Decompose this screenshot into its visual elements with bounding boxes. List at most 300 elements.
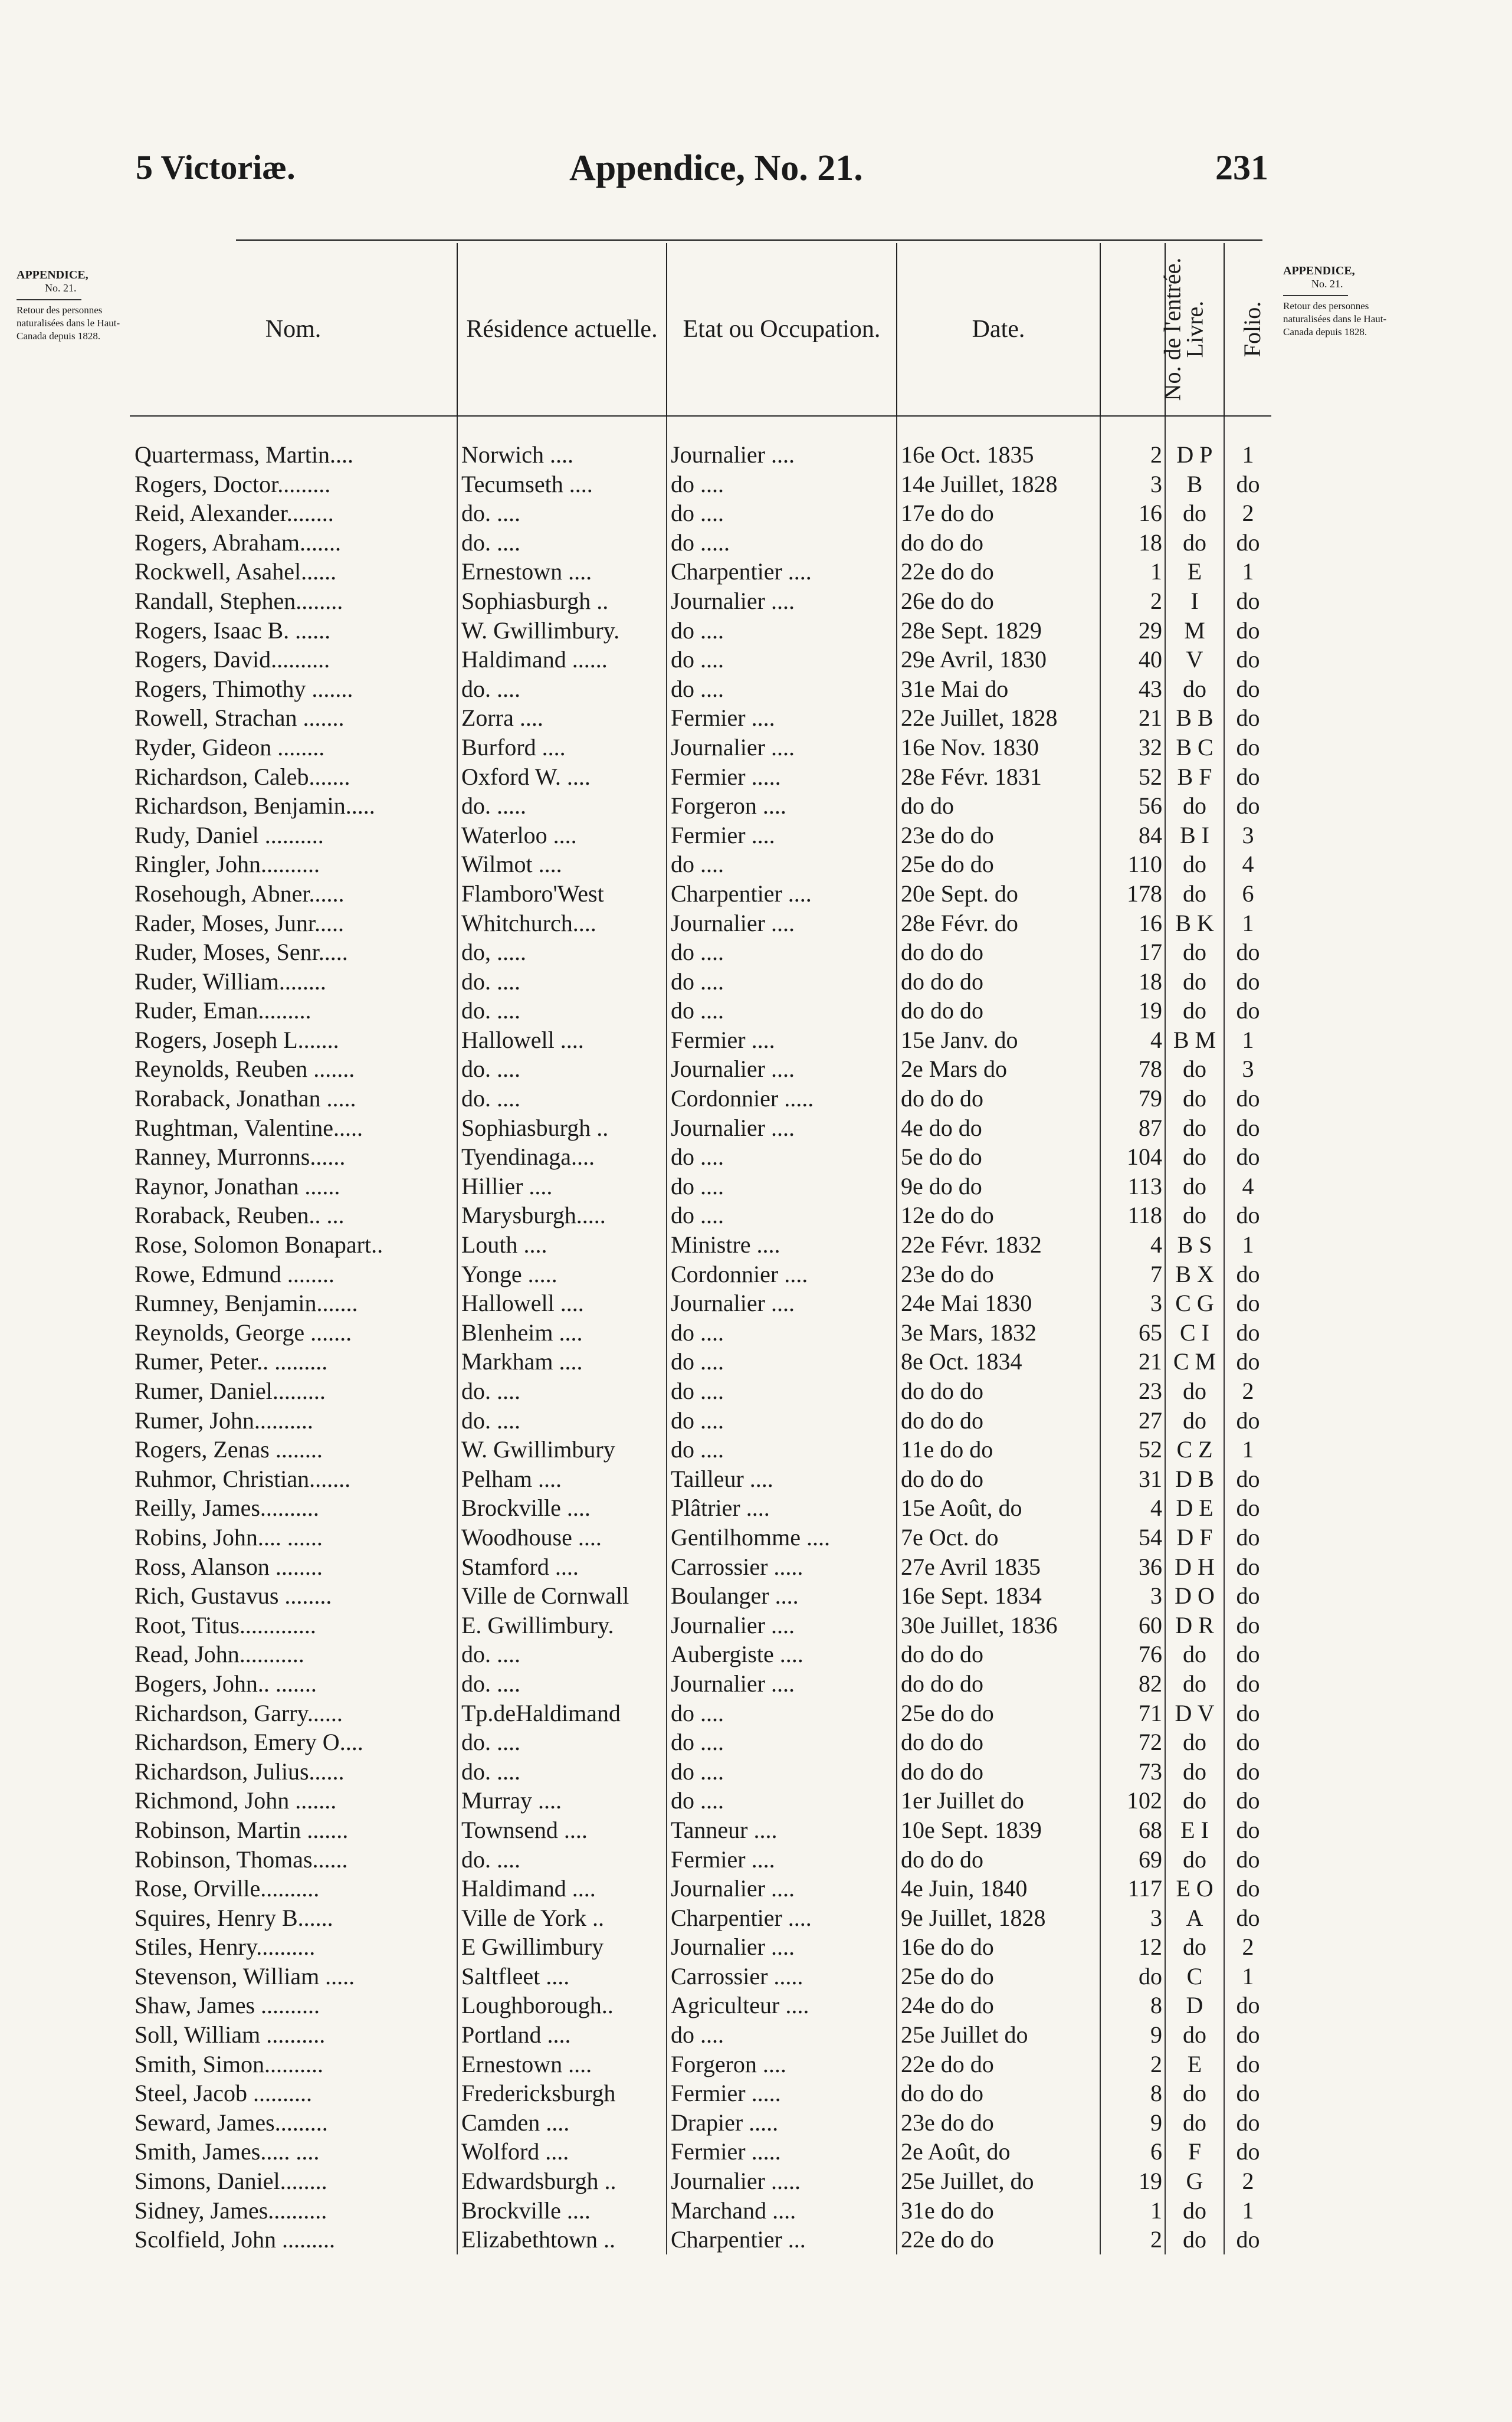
table-row	[130, 1113, 1271, 1143]
entry-book: F	[1165, 2137, 1224, 2167]
table-row	[130, 1903, 1271, 1933]
table-row	[130, 674, 1271, 704]
entry-date: do do do	[897, 967, 1100, 997]
entry-folio: do	[1224, 1084, 1271, 1113]
entry-folio: 1	[1224, 1230, 1271, 1260]
entry-date: 16e Nov. 1830	[897, 733, 1100, 762]
entry-residence: Yonge .....	[457, 1260, 667, 1289]
entry-number: 72	[1100, 1728, 1165, 1757]
table-row	[130, 1084, 1271, 1113]
entry-residence: do. ....	[457, 1376, 667, 1406]
table-row	[130, 1669, 1271, 1699]
entry-number: 117	[1100, 1874, 1165, 1903]
entry-name: Rogers, David..........	[135, 646, 330, 673]
entry-residence: Zorra ....	[457, 703, 667, 733]
entry-name: Reilly, James..........	[135, 1495, 319, 1522]
entry-folio: do	[1224, 528, 1271, 558]
column-header-date: Date.	[897, 243, 1100, 416]
entry-folio: do	[1224, 1142, 1271, 1172]
entry-occupation: Carrossier .....	[667, 1552, 897, 1582]
entry-name: Rogers, Thimothy .......	[135, 675, 353, 702]
entry-folio: do	[1224, 1523, 1271, 1552]
entry-occupation: Journalier ....	[667, 1669, 897, 1699]
entry-folio: do	[1224, 2050, 1271, 2079]
table-row	[130, 1640, 1271, 1669]
entry-occupation: do ....	[667, 645, 897, 674]
entry-book: D R	[1165, 1611, 1224, 1640]
entry-residence: Tecumseth ....	[457, 470, 667, 499]
entry-occupation: do ....	[667, 1347, 897, 1376]
margin-note-title: APPENDICE,	[1283, 264, 1355, 277]
entry-residence: Ernestown ....	[457, 2050, 667, 2079]
entry-name: Richardson, Caleb.......	[135, 763, 350, 790]
entry-occupation: Fermier .....	[667, 2079, 897, 2108]
entry-occupation: Plâtrier ....	[667, 1493, 897, 1523]
entry-date: 28e Févr. 1831	[897, 762, 1100, 792]
entry-date: 24e Mai 1830	[897, 1289, 1100, 1318]
entry-folio: do	[1224, 1699, 1271, 1728]
table-row	[130, 791, 1271, 821]
entry-book: do	[1165, 1201, 1224, 1230]
entry-date: 3e Mars, 1832	[897, 1318, 1100, 1348]
table-row	[130, 2137, 1271, 2167]
entry-book: A	[1165, 1903, 1224, 1933]
entry-name: Ruhmor, Christian.......	[135, 1465, 351, 1492]
entry-occupation: do ....	[667, 1201, 897, 1230]
entry-date: do do do	[897, 1728, 1100, 1757]
entry-date: 26e do do	[897, 586, 1100, 616]
entry-name: Richmond, John .......	[135, 1787, 337, 1814]
entry-book: C	[1165, 1962, 1224, 1991]
entry-date: 28e Sept. 1829	[897, 616, 1100, 645]
entry-book: do	[1165, 1172, 1224, 1201]
entry-book: E I	[1165, 1815, 1224, 1845]
entry-residence: Oxford W. ....	[457, 762, 667, 792]
entry-number: 2	[1100, 440, 1165, 470]
entry-occupation: do .....	[667, 528, 897, 558]
entry-date: 22e Juillet, 1828	[897, 703, 1100, 733]
entry-folio: do	[1224, 1815, 1271, 1845]
entry-folio: do	[1224, 2108, 1271, 2138]
entry-date: 5e do do	[897, 1142, 1100, 1172]
table-row	[130, 1142, 1271, 1172]
entry-book: do	[1165, 2079, 1224, 2108]
entry-date: 27e Avril 1835	[897, 1552, 1100, 1582]
entry-occupation: Aubergiste ....	[667, 1640, 897, 1669]
table-row	[130, 1699, 1271, 1728]
entry-number: 110	[1100, 850, 1165, 879]
table-row	[130, 1260, 1271, 1289]
entry-date: 16e Oct. 1835	[897, 440, 1100, 470]
table-row	[130, 2020, 1271, 2050]
table-row	[130, 1054, 1271, 1084]
entry-occupation: do ....	[667, 938, 897, 967]
entry-number: 17	[1100, 938, 1165, 967]
entry-occupation: Journalier ....	[667, 733, 897, 762]
table-row	[130, 821, 1271, 850]
entry-number: 3	[1100, 1903, 1165, 1933]
entry-book: D B	[1165, 1464, 1224, 1494]
entry-folio: do	[1224, 2225, 1271, 2254]
entry-residence: Ernestown ....	[457, 557, 667, 586]
entry-date: do do do	[897, 528, 1100, 558]
entry-number: 73	[1100, 1757, 1165, 1787]
entry-number: 8	[1100, 2079, 1165, 2108]
table-row	[130, 1464, 1271, 1494]
entry-number: 36	[1100, 1552, 1165, 1582]
entry-number: 12	[1100, 1932, 1165, 1962]
entry-occupation: Charpentier ....	[667, 557, 897, 586]
entry-book: B K	[1165, 909, 1224, 938]
margin-note-number: No. 21.	[1311, 278, 1343, 290]
right-margin-note	[1283, 264, 1389, 339]
entry-number: 65	[1100, 1318, 1165, 1348]
entry-name: Ringler, John..........	[135, 851, 320, 878]
entry-date: 22e do do	[897, 2050, 1100, 2079]
table-row	[130, 1201, 1271, 1230]
entry-occupation: Drapier .....	[667, 2108, 897, 2138]
margin-note-rule	[1283, 295, 1348, 296]
register-rows	[130, 416, 1271, 2254]
entry-name: Soll, William ..........	[135, 2021, 326, 2049]
table-row	[130, 1815, 1271, 1845]
entry-occupation: do ....	[667, 967, 897, 997]
entry-residence: Norwich ....	[457, 440, 667, 470]
left-margin-note	[17, 268, 129, 343]
entry-folio: do	[1224, 996, 1271, 1025]
table-row	[130, 1376, 1271, 1406]
entry-occupation: Carrossier .....	[667, 1962, 897, 1991]
entry-number: 71	[1100, 1699, 1165, 1728]
entry-folio: do	[1224, 1552, 1271, 1582]
table-row	[130, 850, 1271, 879]
table-row	[130, 879, 1271, 909]
entry-book: B F	[1165, 762, 1224, 792]
entry-occupation: Fermier ....	[667, 1025, 897, 1055]
table-row	[130, 616, 1271, 645]
entry-date: 14e Juillet, 1828	[897, 470, 1100, 499]
entry-folio: do	[1224, 1260, 1271, 1289]
page-number: 231	[1215, 148, 1268, 187]
entry-residence: Markham ....	[457, 1347, 667, 1376]
entry-date: 23e do do	[897, 1260, 1100, 1289]
entry-date: 25e Juillet, do	[897, 2167, 1100, 2196]
entry-date: 17e do do	[897, 499, 1100, 528]
entry-name: Rogers, Isaac B. ......	[135, 617, 331, 644]
entry-folio: do	[1224, 616, 1271, 645]
entry-residence: Tyendinaga....	[457, 1142, 667, 1172]
spacer-cell	[457, 416, 667, 440]
entry-folio: 2	[1224, 1376, 1271, 1406]
table-row	[130, 2225, 1271, 2254]
entry-folio: do	[1224, 1347, 1271, 1376]
entry-name: Steel, Jacob ..........	[135, 2080, 313, 2107]
entry-book: do	[1165, 1757, 1224, 1787]
entry-folio: do	[1224, 967, 1271, 997]
entry-name: Bogers, John.. .......	[135, 1670, 317, 1697]
entry-residence: Saltfleet ....	[457, 1962, 667, 1991]
entry-residence: do. ....	[457, 499, 667, 528]
entry-residence: Haldimand ....	[457, 1874, 667, 1903]
entry-occupation: do ....	[667, 674, 897, 704]
entry-occupation: Tailleur ....	[667, 1464, 897, 1494]
entry-book: do	[1165, 1932, 1224, 1962]
entry-date: 1er Juillet do	[897, 1786, 1100, 1815]
entry-residence: Elizabethtown ..	[457, 2225, 667, 2254]
entry-book: do	[1165, 938, 1224, 967]
entry-folio: do	[1224, 1289, 1271, 1318]
entry-name: Roraback, Reuben.. ...	[135, 1202, 345, 1229]
column-header-no-text: No. de l'entrée.	[1159, 257, 1186, 401]
entry-book: E	[1165, 557, 1224, 586]
table-row	[130, 762, 1271, 792]
entry-date: do do do	[897, 2079, 1100, 2108]
entry-occupation: Fermier .....	[667, 2137, 897, 2167]
table-row	[130, 733, 1271, 762]
table-row	[130, 2079, 1271, 2108]
entry-residence: E. Gwillimbury.	[457, 1611, 667, 1640]
entry-number: 18	[1100, 967, 1165, 997]
entry-name: Rosehough, Abner......	[135, 880, 345, 907]
entry-occupation: Journalier ....	[667, 1289, 897, 1318]
entry-book: do	[1165, 879, 1224, 909]
entry-date: 12e do do	[897, 1201, 1100, 1230]
column-header-residence: Résidence actuelle.	[457, 243, 667, 416]
entry-occupation: Journalier ....	[667, 1932, 897, 1962]
table-row	[130, 1318, 1271, 1348]
entry-occupation: Agriculteur ....	[667, 1991, 897, 2020]
entry-folio: do	[1224, 1728, 1271, 1757]
entry-residence: Townsend ....	[457, 1815, 667, 1845]
entry-residence: Brockville ....	[457, 2196, 667, 2226]
entry-name: Stevenson, William .....	[135, 1962, 355, 1990]
entry-date: do do do	[897, 996, 1100, 1025]
entry-book: do	[1165, 967, 1224, 997]
entry-folio: 3	[1224, 821, 1271, 850]
entry-occupation: do ....	[667, 1728, 897, 1757]
column-header-etat: Etat ou Occupation.	[667, 243, 897, 416]
entry-number: 32	[1100, 733, 1165, 762]
entry-number: 7	[1100, 1260, 1165, 1289]
entry-occupation: Journalier ....	[667, 1054, 897, 1084]
entry-name: Robinson, Martin .......	[135, 1816, 349, 1843]
entry-occupation: do ....	[667, 1142, 897, 1172]
entry-name: Rogers, Abraham.......	[135, 529, 341, 556]
entry-residence: Ville de York ..	[457, 1903, 667, 1933]
entry-folio: 4	[1224, 1172, 1271, 1201]
entry-book: do	[1165, 2108, 1224, 2138]
entry-name: Scolfield, John .........	[135, 2226, 335, 2253]
entry-book: B I	[1165, 821, 1224, 850]
entry-date: do do do	[897, 1464, 1100, 1494]
entry-name: Reynolds, Reuben .......	[135, 1056, 355, 1083]
entry-name: Raynor, Jonathan ......	[135, 1172, 340, 1199]
entry-date: 25e do do	[897, 1962, 1100, 1991]
table-top-rule	[236, 239, 1262, 241]
entry-folio: do	[1224, 703, 1271, 733]
entry-residence: Ville de Cornwall	[457, 1581, 667, 1611]
entry-number: 40	[1100, 645, 1165, 674]
entry-book: do	[1165, 1669, 1224, 1699]
entry-occupation: Gentilhomme ....	[667, 1523, 897, 1552]
entry-residence: E Gwillimbury	[457, 1932, 667, 1962]
entry-date: do do do	[897, 1669, 1100, 1699]
spacer-cell	[667, 416, 897, 440]
table-row	[130, 499, 1271, 528]
entry-book: do	[1165, 1376, 1224, 1406]
entry-folio: 1	[1224, 1025, 1271, 1055]
entry-folio: do	[1224, 2020, 1271, 2050]
entry-book: do	[1165, 528, 1224, 558]
entry-residence: Burford ....	[457, 733, 667, 762]
entry-residence: Brockville ....	[457, 1493, 667, 1523]
entry-residence: Whitchurch....	[457, 909, 667, 938]
entry-residence: Camden ....	[457, 2108, 667, 2138]
entry-occupation: do ....	[667, 1318, 897, 1348]
entry-number: 3	[1100, 1289, 1165, 1318]
entry-folio: do	[1224, 791, 1271, 821]
entry-name: Quartermass, Martin....	[135, 441, 354, 468]
entry-number: 3	[1100, 470, 1165, 499]
entry-folio: do	[1224, 2079, 1271, 2108]
column-header-no	[1100, 243, 1186, 416]
entry-occupation: do ....	[667, 1406, 897, 1435]
entry-book: do	[1165, 1845, 1224, 1874]
spacer-cell	[897, 416, 1100, 440]
entry-name: Robins, John.... ......	[135, 1523, 323, 1551]
entry-book: B S	[1165, 1230, 1224, 1260]
entry-occupation: do ....	[667, 1376, 897, 1406]
entry-residence: do. ....	[457, 1757, 667, 1787]
entry-name: Smith, Simon..........	[135, 2050, 324, 2077]
entry-occupation: Journalier ....	[667, 1611, 897, 1640]
entry-date: 22e do do	[897, 557, 1100, 586]
entry-folio: do	[1224, 938, 1271, 967]
entry-date: 15e Janv. do	[897, 1025, 1100, 1055]
table-row	[130, 470, 1271, 499]
entry-name: Robinson, Thomas......	[135, 1846, 348, 1873]
entry-number: 68	[1100, 1815, 1165, 1845]
entry-folio: 2	[1224, 1932, 1271, 1962]
entry-book: do	[1165, 996, 1224, 1025]
entry-book: C Z	[1165, 1435, 1224, 1464]
entry-book: B C	[1165, 733, 1224, 762]
entry-folio: 1	[1224, 1435, 1271, 1464]
entry-book: do	[1165, 1084, 1224, 1113]
entry-residence: do. ....	[457, 1084, 667, 1113]
entry-book: do	[1165, 1640, 1224, 1669]
entry-folio: do	[1224, 1581, 1271, 1611]
entry-occupation: Journalier ....	[667, 909, 897, 938]
margin-note-number: No. 21.	[45, 282, 77, 294]
entry-number: 2	[1100, 586, 1165, 616]
entry-date: do do do	[897, 1376, 1100, 1406]
spacer-cell	[130, 416, 457, 440]
entry-number: 82	[1100, 1669, 1165, 1699]
entry-residence: Pelham ....	[457, 1464, 667, 1494]
entry-book: B B	[1165, 703, 1224, 733]
table-row	[130, 2196, 1271, 2226]
entry-residence: do. ....	[457, 528, 667, 558]
entry-book: do	[1165, 791, 1224, 821]
entry-name: Rogers, Zenas ........	[135, 1436, 323, 1463]
entry-book: do	[1165, 1142, 1224, 1172]
entry-residence: Sophiasburgh ..	[457, 586, 667, 616]
entry-date: 16e Sept. 1834	[897, 1581, 1100, 1611]
entry-date: 2e Août, do	[897, 2137, 1100, 2167]
entry-book: do	[1165, 850, 1224, 879]
entry-date: 31e Mai do	[897, 674, 1100, 704]
entry-date: do do do	[897, 938, 1100, 967]
table-row	[130, 1581, 1271, 1611]
entry-book: B X	[1165, 1260, 1224, 1289]
table-row	[130, 1347, 1271, 1376]
entry-number: 60	[1100, 1611, 1165, 1640]
entry-folio: do	[1224, 1611, 1271, 1640]
entry-date: do do do	[897, 1084, 1100, 1113]
entry-book: D V	[1165, 1699, 1224, 1728]
entry-book: do	[1165, 1054, 1224, 1084]
entry-folio: do	[1224, 470, 1271, 499]
entry-occupation: Charpentier ....	[667, 879, 897, 909]
entry-book: D P	[1165, 440, 1224, 470]
entry-residence: Hallowell ....	[457, 1289, 667, 1318]
entry-number: 1	[1100, 2196, 1165, 2226]
table-row	[130, 1435, 1271, 1464]
entry-occupation: Journalier ....	[667, 586, 897, 616]
entry-residence: do. ....	[457, 1845, 667, 1874]
table-row	[130, 1874, 1271, 1903]
entry-date: 20e Sept. do	[897, 879, 1100, 909]
header-spacer-row	[130, 416, 1271, 440]
entry-number: 19	[1100, 996, 1165, 1025]
entry-residence: do. .....	[457, 791, 667, 821]
spacer-cell	[1165, 416, 1224, 440]
entry-number: 78	[1100, 1054, 1165, 1084]
entry-date: 30e Juillet, 1836	[897, 1611, 1100, 1640]
margin-note-description: Retour des personnes naturalisées dans le Haut-Canada depuis 1828.	[1283, 300, 1387, 337]
entry-number: 19	[1100, 2167, 1165, 2196]
margin-note-description: Retour des personnes naturalisées dans le Haut-Canada depuis 1828.	[17, 304, 120, 342]
table-row	[130, 1845, 1271, 1874]
appendix-title: Appendice, No. 21.	[569, 148, 863, 188]
table-row	[130, 1025, 1271, 1055]
entry-name: Rowell, Strachan .......	[135, 704, 345, 732]
entry-book: do	[1165, 674, 1224, 704]
table-row	[130, 1991, 1271, 2020]
spacer-cell	[1100, 416, 1165, 440]
entry-occupation: do ....	[667, 470, 897, 499]
table-row	[130, 2167, 1271, 2196]
entry-residence: Loughborough..	[457, 1991, 667, 2020]
entry-folio: do	[1224, 1464, 1271, 1494]
entry-folio: do	[1224, 1640, 1271, 1669]
entry-folio: 1	[1224, 1962, 1271, 1991]
entry-occupation: Forgeron ....	[667, 2050, 897, 2079]
table-row	[130, 909, 1271, 938]
entry-date: 2e Mars do	[897, 1054, 1100, 1084]
entry-number: 8	[1100, 1991, 1165, 2020]
entry-occupation: Fermier ....	[667, 1845, 897, 1874]
column-header-folio-text: Folio.	[1239, 301, 1266, 358]
table-row	[130, 1406, 1271, 1435]
entry-folio: 1	[1224, 2196, 1271, 2226]
table-row	[130, 586, 1271, 616]
table-row	[130, 557, 1271, 586]
entry-name: Ruder, William........	[135, 968, 326, 995]
entry-name: Rughtman, Valentine.....	[135, 1114, 363, 1141]
entry-date: do do do	[897, 1406, 1100, 1435]
